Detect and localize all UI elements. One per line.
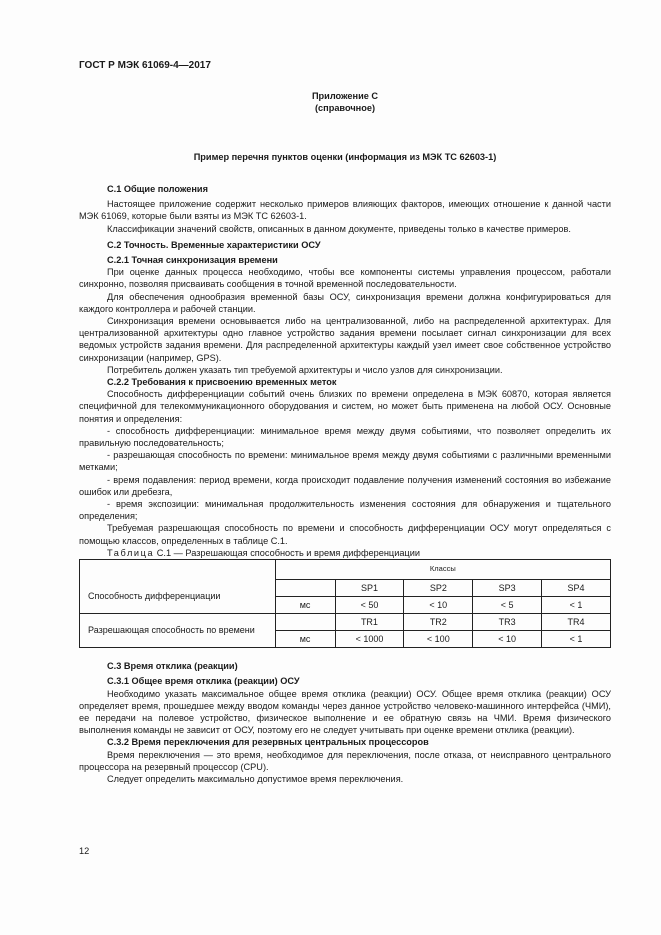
document-body [79,183,611,785]
paragraph: При оценке данных процесса необходимо, чтобы все компоненты системы управления процессом, работали синхронно, позволяя присваивать сообщения в точной временной последовательности. [79,267,611,290]
paragraph: Синхронизация времени основывается либо на централизованной, либо на распределенной архитектурах. Для централизованной архитектуры одно главное устройство задания времени посылает сигнал синхронизации для всех ведомых устройств задания времени. Для распределенной архитектуры каждый узел имеет свое собственное устройство синхронизации (например, GPS). [79,316,611,363]
document-header: ГОСТ Р МЭК 61069-4—2017 [79,60,211,71]
table-cell: TR4 [542,614,611,631]
paragraph: Необходимо указать максимальное общее время отклика (реакции) ОСУ. Общее время отклика (реакции) ОСУ определяет время, прошедшее между вводом команды через данное устройство человеко-машинного интерфейса (ЧМИ), ее передачи на полевое устройство, физическое выполнение и ее обратную связь на ЧМИ. Время физического выполнения команды не зависит от ОСУ, поэтому его не следует учитывать при оценке времени отклика (реакции). [79,688,611,736]
paragraph: Настоящее приложение содержит несколько примеров влияющих факторов, имеющих отношение к данной части МЭК 61069, которые были взяты из МЭК ТС 62603-1. [79,199,611,222]
table-cell [275,580,335,597]
table-cell: < 50 [335,597,404,614]
page-number: 12 [79,846,90,856]
subsection-heading: С.3.1 Общее время отклика (реакции) ОСУ [107,676,300,687]
list-item: - разрешающая способность по времени: минимальное время между двумя событиями с различными временными метками; [79,450,611,473]
section-heading: С.3 Время отклика (реакции) [107,661,238,672]
table-cell: TR2 [404,614,473,631]
table-cell: < 10 [473,631,542,648]
table-cell [275,614,335,631]
table-cell: < 10 [404,597,473,614]
table-row [80,580,611,597]
table-row [80,614,611,631]
list-item: - способность дифференциации: минимальное время между двумя событиями, что позволяет определить их правильную последовательность; [79,425,611,449]
table-header-row [80,560,611,580]
table-cell: SP1 [335,580,404,597]
table-unit-cell: мс [275,631,335,648]
table-cell: SP4 [542,580,611,597]
list-item: - время подавления: период времени, когда происходит подавление получения изменений состояния во избежание ошибок или дребезга, [79,474,611,497]
table-cell: < 1000 [335,631,404,648]
table-cell: TR3 [473,614,542,631]
section-heading: С.1 Общие положения [107,184,208,194]
table-cell: SP2 [404,580,473,597]
paragraph: Классификации значений свойств, описанных в данном документе, приведены только в качестве примеров. [107,223,571,234]
paragraph: Время переключения — это время, необходимое для переключения, после отказа, от неисправного центрального процессора на резервный процессор (CPU). [79,749,611,772]
paragraph: Следует определить максимально допустимое время переключения. [107,773,404,784]
table-caption-text: С.1 — Разрешающая способность и время дифференциации [156,547,420,558]
table-corner-cell [80,560,276,580]
subsection-heading: С.2.1 Точная синхронизация времени [107,255,278,266]
subsection-heading: С.3.2 Время переключения для резервных центральных процессоров [107,737,429,748]
table-cell: SP3 [473,580,542,597]
annex-note: (справочное) [314,103,375,113]
table-caption [79,547,611,559]
annex-title: Приложение С [311,91,379,101]
paragraph: Потребитель должен указать тип требуемой архитектуры и число узлов для синхронизации. [107,364,503,375]
section-heading: С.2 Точность. Временные характеристики ОСУ [107,239,321,250]
paragraph: Для обеспечения однообразия временной базы ОСУ, синхронизация времени должна конфигурироваться для каждого контроллера и рабочей станции. [79,291,611,314]
paragraph: Требуемая разрешающая способность по времени и способность дифференциации ОСУ могут определяться с помощью классов, определенных в таблице С.1. [79,523,611,546]
classes-table [79,559,611,648]
table-cell: < 1 [542,631,611,648]
table-cell: < 5 [473,597,542,614]
list-item: - время экспозиции: минимальная продолжительность изменения состояния для обнаружения и тщательного определения; [79,499,611,522]
table-caption-prefix: Таблица [107,547,155,558]
table-unit-cell: мс [275,597,335,614]
table-row-label: Способность дифференциации [80,580,276,614]
table-cell: < 1 [542,597,611,614]
table-cell: TR1 [335,614,404,631]
table-header-classes: Классы [275,560,610,580]
main-title: Пример перечня пунктов оценки (информация из МЭК ТС 62603-1) [193,152,497,162]
subsection-heading: С.2.2 Требования к присвоению временных меток [107,377,337,388]
paragraph: Способность дифференциации событий очень близких по времени определена в МЭК 60870, которая является специфичной для телекоммуникационного оборудования и систем, но может быть применена на любой ОСУ. Основные понятия и определения: [79,389,611,424]
table-cell: < 100 [404,631,473,648]
table-row-label: Разрешающая способность по времени [80,614,276,648]
